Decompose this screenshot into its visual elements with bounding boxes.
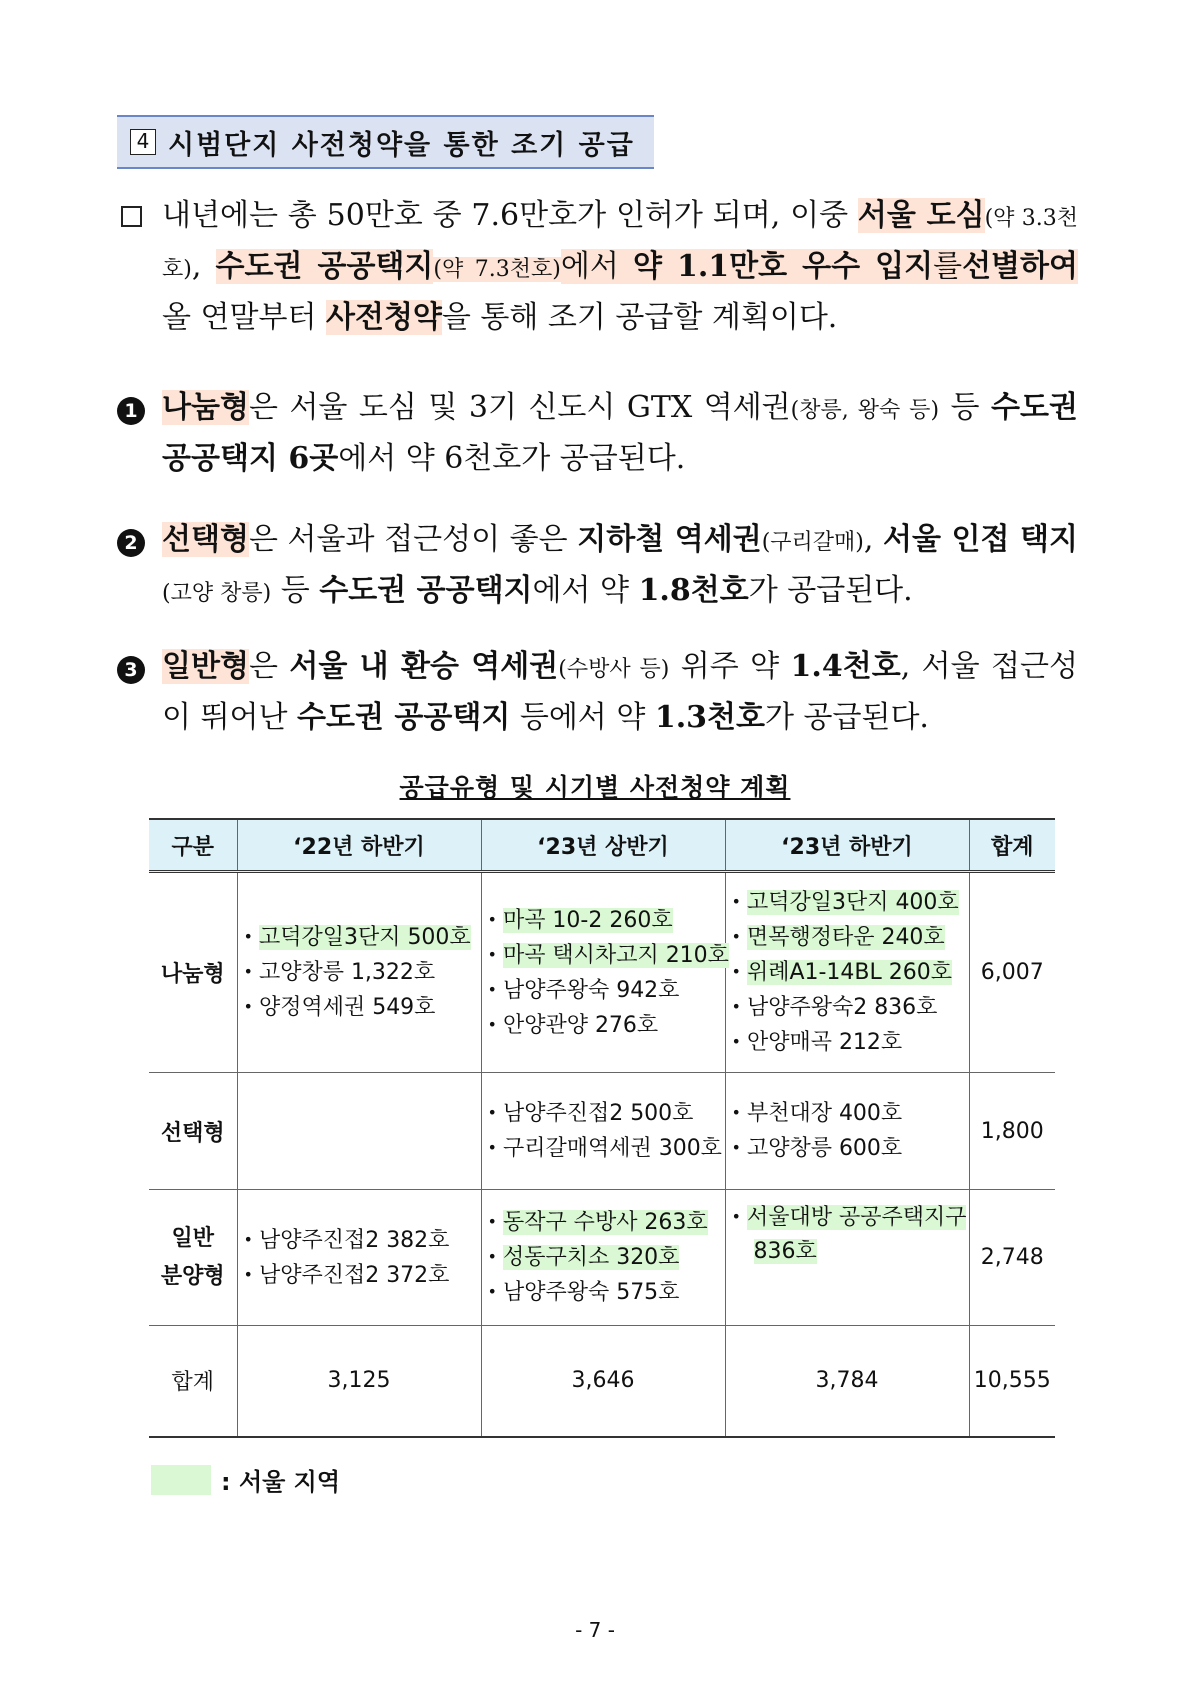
list-item: • 남양주진접2 372호: [243, 1262, 450, 1288]
item-text: 등에서 약: [510, 700, 655, 735]
table-cell-empty: [237, 1073, 481, 1190]
row-total: 1,800: [969, 1073, 1055, 1190]
item-text: , 서울 접근성이 뛰어난: [162, 649, 1078, 735]
item-text: 은 서울과 접근성이 좋은: [248, 522, 578, 557]
legend-label: : 서울 지역: [221, 1468, 341, 1496]
checkbox-square-icon: [114, 192, 148, 242]
header-23-h1: ‘23년 상반기: [481, 819, 725, 872]
header-22-h2: ‘22년 하반기: [237, 819, 481, 872]
intro-note: (약 3.3천호): [162, 206, 1078, 282]
intro-text: 에서: [560, 249, 633, 284]
item-text: 에서 약: [532, 573, 639, 608]
list-item: • 남양주진접2 382호: [243, 1227, 450, 1253]
row-label: 합계: [149, 1326, 237, 1437]
list-item: • 남양주왕숙 575호: [487, 1280, 680, 1305]
item-text: 등: [939, 390, 980, 425]
number-1-icon: 1: [114, 384, 148, 432]
list-item: 836호: [753, 1239, 817, 1264]
total-23-h1: 3,646: [481, 1326, 725, 1437]
section-number: 4: [130, 129, 156, 155]
section-header: [117, 115, 654, 169]
intro-text: ,: [191, 249, 216, 284]
item-text: 가 공급된다.: [765, 700, 929, 735]
table-cell: [725, 1190, 969, 1326]
item-emphasis: 지하철 역세권: [577, 522, 762, 557]
header-category: 구분: [149, 819, 237, 872]
item-text: 은: [248, 649, 290, 684]
item-emphasis: 서울 인접 택지: [883, 522, 1078, 557]
item-emphasis: 수도권 공공택지: [319, 573, 533, 608]
grand-total: 10,555: [969, 1326, 1055, 1437]
item-text: ,: [863, 522, 884, 557]
item-text: 에서 약 6천호가 공급된다.: [338, 441, 686, 476]
intro-highlight: 서울 도심: [857, 198, 985, 233]
list-item: • 마곡 10-2 260호: [487, 907, 673, 933]
table-row: [149, 872, 1055, 1073]
table-header-row: [149, 819, 1055, 872]
list-item: • 안양매곡 212호: [731, 1030, 903, 1055]
item-text: 위주 약: [669, 649, 791, 684]
table-cell: [481, 1073, 725, 1190]
list-item: • 동작구 수방사 263호: [487, 1210, 708, 1235]
list-item: • 부천대장 400호: [731, 1101, 903, 1126]
row-total: 2,748: [969, 1190, 1055, 1326]
table-row: [149, 1073, 1055, 1190]
table-cell: [237, 872, 481, 1073]
total-23-h2: 3,784: [725, 1326, 969, 1437]
item-highlight: 나눔형: [162, 390, 249, 425]
item-text: 가 공급된다.: [748, 573, 913, 608]
item-text: 은 서울 도심 및 3기 신도시 GTX 역세권: [248, 390, 791, 425]
table-row: [149, 1190, 1055, 1326]
total-22-h2: 3,125: [237, 1326, 481, 1437]
row-label: 나눔형: [149, 872, 237, 1073]
item-note: (수방사 등): [558, 657, 670, 682]
item-note: (고양 창릉): [162, 581, 272, 606]
supply-plan-table: [149, 818, 1055, 1438]
list-item: • 위례A1-14BL 260호: [731, 960, 953, 985]
table-cell: [481, 1190, 725, 1326]
item-highlight: 선택형: [162, 522, 249, 557]
number-2-icon: 2: [114, 516, 148, 564]
number-3-icon: 3: [114, 643, 148, 691]
intro-paragraph: [114, 192, 1078, 342]
legend: [151, 1462, 340, 1497]
legend-swatch: [151, 1465, 211, 1495]
row-label: 일반 분양형: [149, 1190, 237, 1326]
row-label: 선택형: [149, 1073, 237, 1190]
table-cell: [481, 872, 729, 1073]
intro-note: (약 7.3천호): [433, 257, 561, 282]
intro-highlight: 약 1.1만호 우수 입지: [632, 249, 934, 284]
item-note: (창릉, 왕숙 등): [790, 398, 940, 423]
table-cell: [725, 1073, 969, 1190]
item-highlight: 일반형: [162, 649, 249, 684]
intro-text: 를: [933, 249, 963, 284]
list-item: • 고덕강일3단지 400호: [731, 890, 959, 915]
list-item: • 안양관양 276호: [487, 1012, 659, 1038]
list-item: • 남양주왕숙2 836호: [731, 995, 938, 1020]
list-item: • 면목행정타운 240호: [731, 925, 945, 950]
list-item: • 양정역세권 549호: [243, 995, 436, 1020]
table-cell: [725, 872, 969, 1073]
intro-text: 을 통해 조기 공급할 계획이다.: [441, 300, 838, 335]
item-emphasis: 1.4천호: [790, 649, 901, 684]
intro-text: 내년에는 총 50만호 중 7.6만호가 인허가 되며, 이중: [162, 198, 858, 233]
table-caption: 공급유형 및 시기별 사전청약 계획: [399, 773, 791, 802]
item-1-paragraph: [114, 384, 1078, 483]
item-3-paragraph: [114, 643, 1078, 742]
page-number: - 7 -: [575, 1618, 615, 1642]
table-cell: [237, 1190, 481, 1326]
list-item: • 고양창릉 1,322호: [243, 960, 436, 985]
section-title: 시범단지 사전청약을 통한 조기 공급: [168, 129, 635, 161]
item-note: (구리갈매): [761, 530, 864, 555]
item-text: 등: [271, 573, 320, 608]
header-23-h2: ‘23년 하반기: [725, 819, 969, 872]
intro-highlight: 선별하여: [962, 249, 1078, 284]
row-total: 6,007: [969, 872, 1055, 1073]
list-item: • 남양주왕숙 942호: [487, 977, 680, 1003]
item-emphasis: 수도권 공공택지 6곳: [162, 390, 1078, 476]
list-item: • 남양주진접2 500호: [487, 1101, 694, 1126]
list-item: • 마곡 택시차고지 210호: [487, 942, 729, 968]
list-item: • 서울대방 공공주택지구: [731, 1205, 967, 1230]
item-2-paragraph: [114, 516, 1078, 618]
intro-highlight: 수도권 공공택지: [215, 249, 434, 284]
item-emphasis: 수도권 공공택지: [297, 700, 511, 735]
intro-highlight: 사전청약: [325, 300, 442, 335]
intro-text: 올 연말부터: [162, 300, 326, 335]
list-item: • 성동구치소 320호: [487, 1245, 680, 1270]
list-item: • 고양창릉 600호: [731, 1136, 903, 1161]
item-emphasis: 1.3천호: [654, 700, 765, 735]
item-emphasis: 서울 내 환승 역세권: [289, 649, 559, 684]
header-total: 합계: [969, 819, 1055, 872]
item-emphasis: 1.8천호: [638, 573, 749, 608]
table-total-row: [149, 1326, 1055, 1437]
list-item: • 구리갈매역세권 300호: [487, 1136, 722, 1161]
list-item: • 고덕강일3단지 500호: [243, 925, 471, 950]
